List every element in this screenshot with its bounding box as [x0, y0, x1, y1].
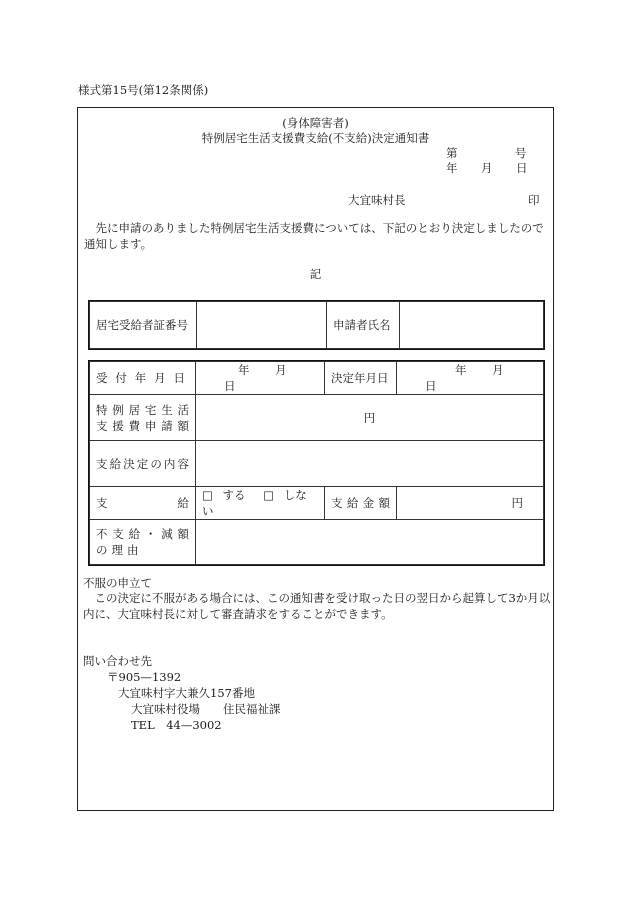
- apply-amount-yen: 円: [363, 410, 376, 425]
- number-suffix: 号: [515, 146, 527, 160]
- cert-number-label: 居宅受給者証番号: [90, 302, 197, 349]
- objection-body-text: この決定に不服がある場合には、この通知書を受け取った日の翌日から起算して3か月以内に、大宜味村長に対して審査請求をすることができます。: [83, 591, 551, 621]
- received-date-label: [90, 362, 196, 395]
- apply-amount-label: [90, 395, 196, 441]
- payment-label: [90, 487, 196, 520]
- payment-amount-label-text: 支給金額: [331, 496, 390, 510]
- payment-amount-label: [325, 487, 397, 520]
- applicant-name-label: 申請者氏名: [327, 302, 400, 349]
- cert-number-field[interactable]: [197, 302, 327, 349]
- decided-day: 日: [425, 379, 437, 393]
- payment-amount-field[interactable]: [397, 487, 544, 520]
- applicant-name-field[interactable]: [400, 302, 544, 349]
- received-date-label-text: 受付年月日: [96, 371, 185, 385]
- objection-heading: 不服の申立て: [83, 576, 152, 590]
- content-label-text: 支給決定の内容: [96, 456, 189, 471]
- reason-field[interactable]: [196, 520, 544, 565]
- option-yes-label: する: [222, 488, 246, 502]
- applicant-table: [89, 301, 544, 349]
- form-number: 様式第15号(第12条関係): [78, 83, 209, 97]
- received-day: 日: [224, 379, 236, 393]
- date-day: 日: [516, 161, 528, 175]
- apply-amount-label-line2: 支援費申請額: [96, 418, 189, 433]
- title-category: (身体障害者): [282, 116, 349, 130]
- issuer-title: 大宜味村長: [348, 193, 406, 207]
- decided-date-label: 決定年月日: [325, 362, 397, 395]
- notice-body-text: 先に申請のありました特例居宅生活支援費については、下記のとおり決定しましたので通知します。: [84, 221, 544, 251]
- reason-label-line1: 不支給・減額: [96, 527, 189, 541]
- payment-label-b: 給: [177, 496, 189, 510]
- date-month: 月: [481, 161, 493, 175]
- payment-amount-yen: 円: [511, 496, 523, 510]
- content-field[interactable]: [196, 441, 544, 487]
- option-no-label: しない: [202, 488, 307, 518]
- reason-label-line2: の理由: [96, 543, 143, 557]
- contact-office: 大宜味村役場 住民福祉課: [131, 702, 281, 716]
- checkbox-pay-yes[interactable]: □: [202, 488, 213, 502]
- content-label: [90, 441, 196, 487]
- contact-tel: TEL 44—3002: [131, 718, 222, 732]
- contact-heading: 問い合わせ先: [83, 654, 152, 668]
- payment-options: [196, 487, 325, 520]
- received-month: 月: [275, 363, 287, 377]
- record-mark: 記: [309, 267, 322, 281]
- decided-month: 月: [492, 363, 504, 377]
- checkbox-pay-no[interactable]: □: [263, 488, 275, 502]
- notice-frame: [77, 107, 554, 811]
- apply-amount-field[interactable]: [196, 395, 544, 441]
- contact-postal: 〒905—1392: [107, 670, 182, 684]
- received-date-field[interactable]: [196, 362, 325, 395]
- payment-label-a: 支: [96, 496, 108, 510]
- decided-year: 年: [455, 363, 467, 377]
- reason-label: [90, 520, 196, 565]
- objection-body: [83, 590, 553, 622]
- number-prefix: 第: [446, 146, 458, 160]
- date-year: 年: [446, 161, 458, 175]
- apply-amount-label-line1: 特例居宅生活: [96, 402, 189, 417]
- seal-mark: 印: [528, 193, 540, 207]
- decided-date-field[interactable]: [397, 362, 544, 395]
- contact-address: 大宜味村字大兼久157番地: [118, 686, 255, 700]
- notice-body: [84, 220, 550, 252]
- document-title: 特例居宅生活支援費支給(不支給)決定通知書: [201, 131, 430, 145]
- decision-table: [89, 361, 544, 565]
- received-year: 年: [238, 363, 250, 377]
